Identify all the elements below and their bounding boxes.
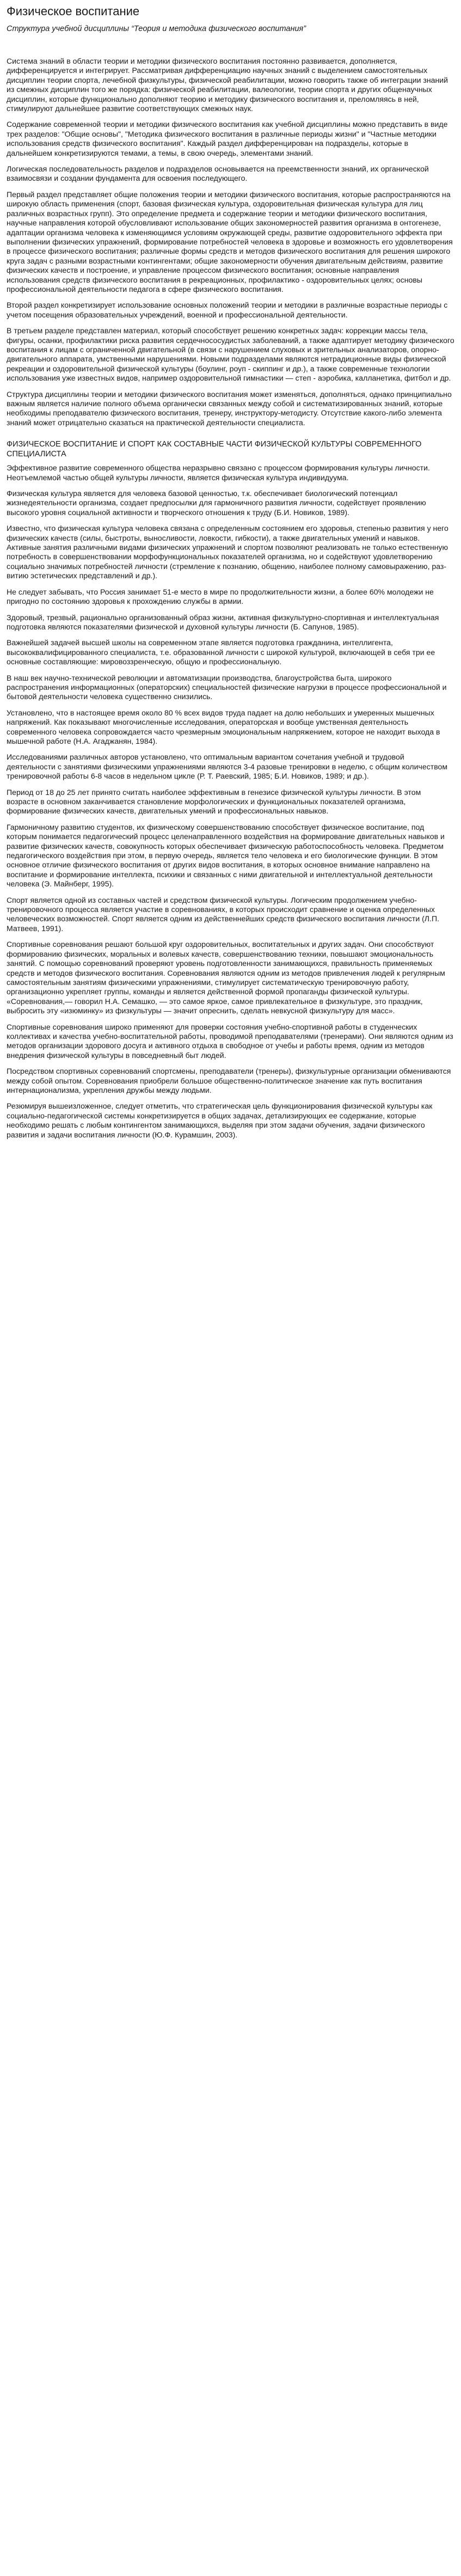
paragraph: Не следует забывать, что Россия занимает 51-е место в мире по продолжительности жизни, а более 60% молодежи не пригодно по состоянию здоровья к прохождению службы в армии. — [7, 587, 434, 606]
paragraph: Гармоничному развитию студентов, их физическому совершенствованию способствует физическое воспитание, под которым понимается педагогический процесс целенаправленного воздействия на формирование двигательных навыков и развитие физических качеств, совокупность которых обеспечивает физическую работоспособность человека. Предметом педагогического воздействия при этом, в первую очередь, является тело человека и его биологические функции. В этом основное отличие физического воспитания от других видов воспитания, в которых основное внимание направлено на воспитание и формирование интеллекта, психики и связанных с ними двигательной и интеллектуальной деятельности человека (Э. Майнберг, 1995). — [7, 822, 445, 889]
paragraph: Период от 18 до 25 лет принято считать наиболее эффективным в генезисе физической культуры личности. В этом возрасте в основном заканчивается становление морфологических и функциональных показателей организма, формирование физических качеств, двигательных умений и профессиональных навыков. — [7, 787, 421, 816]
paragraph: В наш век научно-технической революции и автоматизации производства, благоустройства быта, широкого распространения информационных (операторских) специальностей физические нагрузки в процессе профессиональной и бытовой деятельности человека существенно снизились. — [7, 673, 447, 701]
paragraph: Эффективное развитие современного общества неразрывно связано с процессом формирования культуры личности. Неотъемлемой частью общей культуры личности, является физическая культура индивидуума. — [7, 463, 430, 482]
section-heading: ФИЗИЧЕСКОЕ ВОСПИТАНИЕ И СПОРТ КАК СОСТАВНЫЕ ЧАСТИ ФИЗИЧЕСКОЙ КУЛЬТУРЫ СОВРЕМЕННОГО СПЕЦИАЛИСТА — [7, 440, 422, 459]
paragraph: Первый раздел представляет общие положения теории и методики физического воспитания, которые распространяются на широкую область применения (спорт, базовая физическая культура, оздоровительная физическая культура для лиц различных возрастных групп). Это определение предмета и содержание теории и методики физического воспитания, научные направления которой обусловливают использование общих закономерностей развития организма в онтогенезе, адаптации организма человека к изменяющимся условиям окружающей среды, развитие оздоровительного эффекта при выполнении физических упражнений, формирование потребностей человека в здоровье и возможность его удовлетворения в процессе физического воспитания; различные формы средств и методов физического воспитания для решения широкого круга задач с разными возрастными контингентами; общие закономерности обучения двигательным действиям, развитие физических качеств и построение, и управление процессом физического воспитания; основные направления использования средств физического воспитания в рекреационных, профилактико - оздоровительных целях; основы профессиональной деятельности педагога в сфере физического воспитания. — [7, 189, 453, 293]
section-structure — [7, 57, 454, 427]
paragraph: Важнейшей задачей высшей школы на современном этапе является подготовка гражданина, интеллигента, высококвалифицированного специалиста, т.е. образованной личности с широкой культурой, включающей в себя три ее основные составляющие: мировоззренческую, общую и профессиональную. — [7, 638, 435, 666]
page-subtitle: Структура учебной дисциплины “Теория и методика физического воспитания” — [7, 25, 306, 33]
paragraph: Физическая культура является для человека базовой ценностью, т.к. обеспечивает биологический потенциал жизнедеятельности организма, создает предпосылки для гармоничного развития личности, содействует проявлению высокого уровня социальной активности и творческого отношения к труду (Б.И. Новиков, 1989). — [7, 489, 426, 517]
paragraph: Установлено, что в настоящее время около 80 % всех видов труда падает на долю небольших и умеренных мышечных напряжений. Как показывают многочисленные исследования, операторская и вообще умственная деятельность современного человека сопровождается часто чрезмерным эмоциональным напряжением, которое не находит выхода в мышечной работе (Н.А. Агаджанян, 1984). — [7, 708, 440, 745]
section-physical-education-and-sport — [7, 439, 454, 1140]
page-title: Физическое воспитание — [7, 4, 140, 18]
paragraph: Содержание современной теории и методики физического воспитания как учебной дисциплины можно представить в виде трех разделов: "Общие основы", "Методика физического воспитания в различные периоды жизни" и "Частные методики использования средств физического воспитания". Каждый раздел дифференцирован на подразделы, которые в дальнейшем конкретизируются темами, а темы, в свою очередь, элементами знаний. — [7, 120, 448, 157]
paragraph: Исследованиями различных авторов установлено, что оптимальным вариантом сочетания учебной и трудовой деятельности с занятиями физическими упражнениями являются 3-4 разовые тренировки в неделю, с общим количеством тренировочной работы 6-8 часов в недельном цикле (Р. Т. Раевский, 1985; Б.И. Новиков, 1989; и др.). — [7, 752, 448, 781]
paragraph: Спорт является одной из составных частей и средством физической культуры. Логическим продолжением учебно-тренировочного процесса является участие в соревнованиях, в которых происходит сравнение и оценка определенных человеческих возможностей. Спорт является одним из действеннейших средств физического воспитания личности (Л.П. Матвеев, 1991). — [7, 895, 440, 933]
paragraph: Второй раздел конкретизирует использование основных положений теории и методики в различные возрастные периоды с учетом посещения образовательных учреждений, военной и профессиональной деятельности. — [7, 301, 448, 319]
paragraph: Посредством спортивных соревнований спортсмены, преподаватели (тренеры), физкультурные организации обмениваются между собой опытом. Соревнования приобрели большое общественно-политическое значение как путь воспитания интернационализма, укрепления дружбы между людьми. — [7, 1067, 451, 1094]
document-page — [0, 0, 461, 1140]
paragraph: В третьем разделе представлен материал, который способствует решению конкретных задач: коррекции массы тела, фигуры, осанки, профилактики риска развития сердечнососудистых заболеваний, а также адаптирует методику физического воспитания к лицам с ограниченной двигательной (в связи с нарушением слуховых и зрительных анализаторов, опорно-двигательного аппарата, умственными нарушениями. Новыми подразделами являются нетрадиционные виды физической рекреации и оздоровительной физической культуры (боулинг, роуп - скиппинг и др.), а также современные технологии использования уже известных видов, например оздоровительной гимнастики — степ - аэробика, калланетика, фитбол и др. — [7, 326, 454, 383]
paragraph: Логическая последовательность разделов и подразделов основывается на преемственности знаний, их органической взаимосвязи и создании фундамента для освоения последующего. — [7, 164, 429, 183]
paragraph: Здоровый, трезвый, рационально организованный образ жизни, активная физкультурно-спортивная и интеллектуальная подготовка являются показателями физической и духовной культуры личности (Б. Сапунов, 1985). — [7, 613, 439, 631]
paragraph: Система знаний в области теории и методики физического воспитания постоянно развивается, дополняется, дифференцируется и интегрирует. Рассматривая дифференциацию научных знаний с выделением самостоятельных дисциплин теории спорта, лечебной физкультуры, физической реабилитации, можно говорить также об интеграции знаний из смежных дисциплин того же порядка: физической реабилитации, валеологии, теории спорта и других общенаучных дисциплин, которые функционально дополняют теорию и методику физического воспитания и, преломляясь в ней, стимулируют дальнейшее развитие соответствующих смежных наук. — [7, 57, 448, 113]
paragraph: Резюмируя вышеизложенное, следует отметить, что стратегическая цель функционирования физической культуры как социально-педагогической системы конкретизируется в общих задачах, детализирующих ее содержание, которые необходимо решать с любым контингентом занимающихся, выделяя при этом задачи обучения, задачи физического развития и задачи воспитания личности (Ю.Ф. Курамшин, 2003). — [7, 1102, 433, 1139]
paragraph: Спортивные соревнования решают большой круг оздоровительных, воспитательных и других задач. Они способствуют формированию физических, моральных и волевых качеств, совершенствованию техники, повышают эмоциональность занятий. С помощью соревнований проверяют уровень подготовленности занимающихся, правильность применяемых средств и методов физического воспитания. Соревнования являются одним из методов привлечения людей к регулярным самостоятельным занятиям физическими упражнениями, стимулирует систематическую тренировочную работу, организационно укрепляет группы, команды и является действенной формой пропаганды физической культуры. «Соревнования,— говорил Н.А. Семашко, — это самое яркое, самое привлекательное в физкультуре, это праздник, выбросить эту «изюминку» из физкультуры — значит опреснить, сделать невкусной физкультуру для масс». — [7, 940, 445, 1015]
paragraph: Известно, что физическая культура человека связана с определенным состоянием его здоровья, степенью развития у него физических качеств (силы, быстроты, выносливости, ловкости, гибкости), а также двигательных умений и навыков. Активные занятия различными видами физических упражнений и спортом позволяют реализовать не только естественную потребность в совершенствовании морфофункциональных показателей организма, но и содействуют удовлетворению социально значимых потребностей личности (стремление к познанию, общению, наиболее полному самовыражению, раз-витию эстетических представлений и др.). — [7, 524, 448, 580]
paragraph: Спортивные соревнования широко применяют для проверки состояния учебно-спортивной работы в студенческих коллективах и качества учебно-воспитательной работы, проводимой преподавателями (тренерами). Они являются одним из методов организации здорового досуга и активного отдыха в свободное от учебы и работы время, одним из методов внедрения физической культуры в повседневный быт людей. — [7, 1022, 453, 1060]
paragraph: Структура дисциплины теории и методики физического воспитания может изменяться, дополняться, однако принципиально важным является наличие полного объема органически связанных между собой и систематизированных знаний, которые необходимы преподавателю физического воспитания, тренеру, инструктору-методисту. Отсутствие какого-либо элемента знаний может отрицательно сказаться на практической деятельности специалиста. — [7, 389, 452, 427]
